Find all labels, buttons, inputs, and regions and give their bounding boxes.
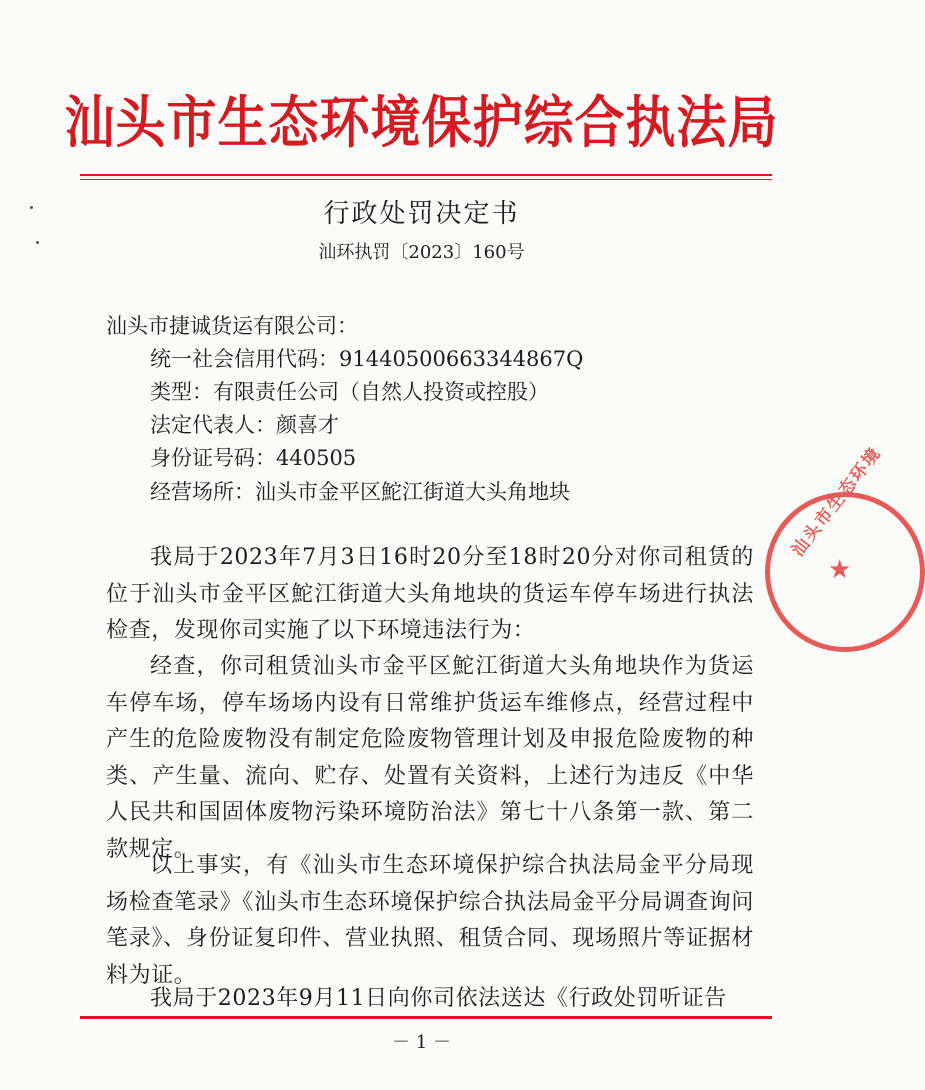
agency-header: 汕头市生态环境保护综合执法局	[64, 89, 779, 156]
scan-speck	[30, 206, 33, 209]
company-type: 类型：有限责任公司（自然人投资或控股）	[150, 380, 549, 404]
recipient-name: 汕头市捷诚货运有限公司：	[106, 314, 358, 338]
seal-star-icon: ★	[828, 555, 852, 585]
paragraph-inspection: 我局于2023年7月3日16时20分至18时20分对你司租赁的位于汕头市金平区鮀江街道大头角地块的货运车停车场进行执法检查，发现你司实施了以下环境违法行为：	[106, 545, 754, 643]
footer-rule	[80, 1016, 772, 1019]
paragraph-notice: 我局于2023年9月11日向你司依法送达《行政处罚听证告	[150, 986, 727, 1011]
document-number: 汕环执罚〔2023〕160号	[318, 242, 525, 263]
id-number: 身份证号码：440505	[150, 446, 357, 470]
credit-code: 统一社会信用代码：91440500663344867Q	[150, 347, 584, 371]
business-premises: 经营场所：汕头市金平区鮀江街道大头角地块	[150, 480, 570, 504]
header-rule	[80, 174, 772, 176]
document-title: 行政处罚决定书	[323, 199, 520, 229]
paragraph-findings: 经查，你司租赁汕头市金平区鮀江街道大头角地块作为货运车停车场，停车场场内设有日常维护货运车维修点，经营过程中产生的危险废物没有制定危险废物管理计划及申报危险废物的种类、产生量、流向、贮存、处置有关资料，上述行为违反《中华人民共和国固体废物污染环境防治法》第七十八条第一款、第二款规定。	[106, 654, 754, 862]
scan-speck	[36, 241, 39, 244]
page-number: － 1 －	[392, 1032, 451, 1053]
paragraph-evidence: 以上事实，有《汕头市生态环境保护综合执法局金平分局现场检查笔录》《汕头市生态环境保护综合执法局金平分局调查询问笔录》、身份证复印件、营业执照、租赁合同、现场照片等证据材料为证。	[106, 853, 754, 988]
seal-text: 汕头市生态环境	[787, 443, 886, 561]
legal-representative: 法定代表人：颜喜才	[150, 413, 339, 437]
header-rule-thin	[80, 179, 772, 180]
official-seal	[765, 443, 925, 652]
